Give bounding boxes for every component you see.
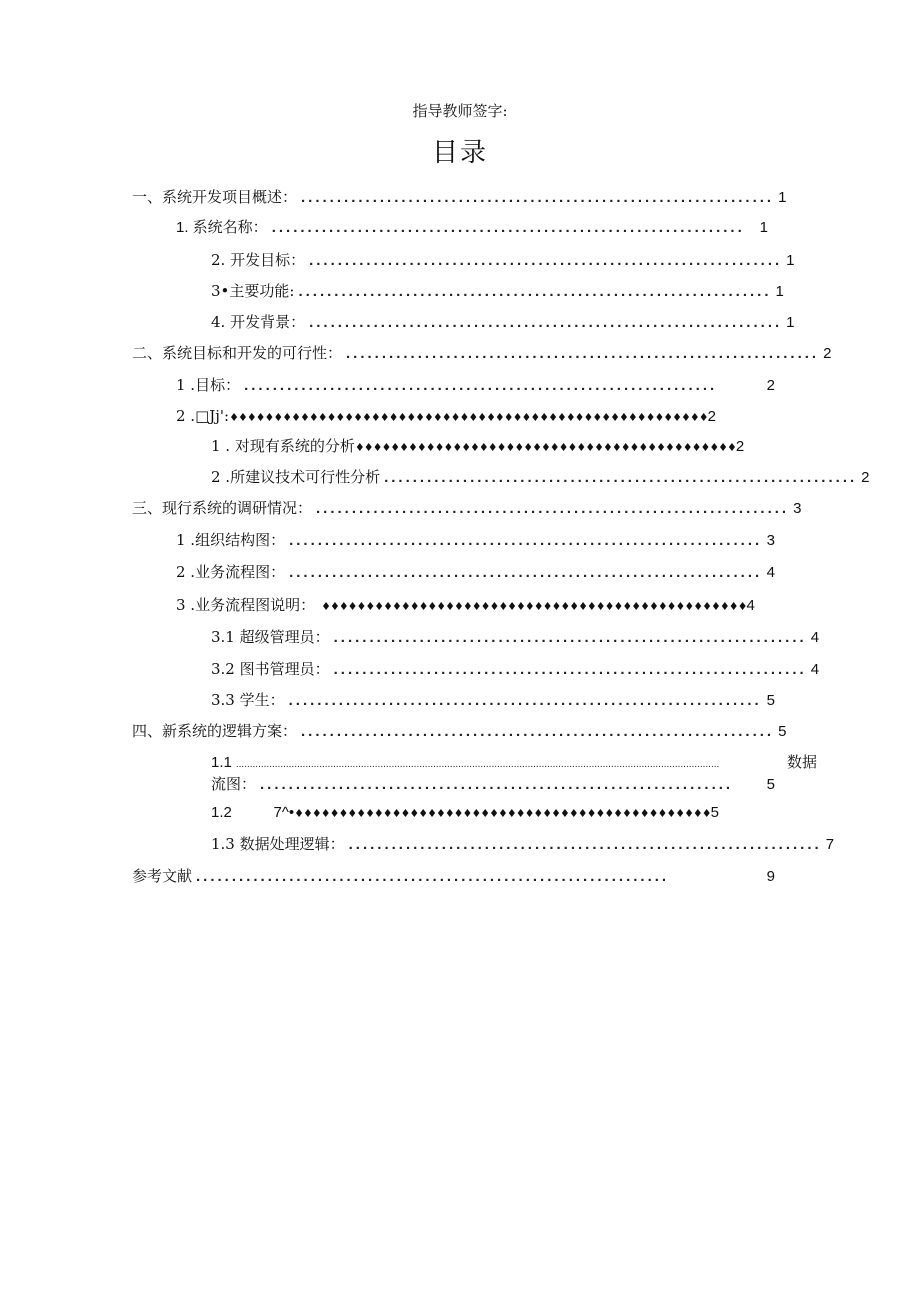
toc-page-number: 1 bbox=[786, 314, 795, 331]
dot-leader: .................................................................. bbox=[384, 469, 858, 486]
toc-entry-label: 4. 开发背景： bbox=[211, 313, 306, 331]
toc-page-number: 3 bbox=[766, 532, 775, 549]
toc-entry-label: 1.3 数据处理逻辑： bbox=[211, 835, 345, 853]
toc-entry-label: 3.2 图书管理员： bbox=[211, 660, 330, 678]
toc-page-number: 4 bbox=[810, 629, 820, 646]
dot-leader: .................................................................. bbox=[301, 189, 775, 206]
dot-leader: .................................................................. bbox=[288, 692, 762, 709]
dot-leader: .................................................................. bbox=[348, 836, 822, 853]
toc-page-number: 4 bbox=[766, 564, 775, 581]
toc-page-number: 1 bbox=[775, 283, 784, 300]
toc-entry-label: 3 .业务流程图说明： bbox=[176, 596, 316, 614]
garbled-diamond-leader: ♦♦♦♦♦♦♦♦♦♦♦♦♦♦♦♦♦♦♦♦♦♦♦♦♦♦♦♦♦♦♦♦♦♦♦♦♦♦♦♦♦♦♦♦♦♦♦♦♦♦♦♦♦♦ bbox=[229, 411, 708, 424]
toc-page-number: 2 bbox=[861, 469, 870, 486]
toc-page-number: 1 bbox=[759, 219, 768, 236]
toc-entry-label: 1 . 对现有系统的分析 bbox=[211, 437, 355, 455]
toc-entry-1-4 bbox=[211, 311, 795, 333]
dot-leader: .................................................................. bbox=[301, 723, 775, 740]
dot-leader: .................................................................. bbox=[289, 532, 763, 549]
toc-entry-label: 1 .目标： bbox=[176, 376, 241, 394]
toc-entry-label: 流图： bbox=[211, 775, 257, 793]
toc-entry-3-2 bbox=[176, 561, 775, 583]
toc-page-number: 7 bbox=[825, 836, 835, 853]
dot-leader: .................................................................. bbox=[196, 868, 670, 885]
toc-entry-1-3 bbox=[211, 280, 784, 302]
toc-entry-3-3-2 bbox=[211, 658, 820, 680]
toc-entry-label: 3.1 超级管理员： bbox=[211, 628, 330, 646]
toc-entry-2-2 bbox=[176, 405, 716, 427]
toc-page-number: 2 bbox=[707, 408, 716, 425]
toc-page-number: 1 bbox=[786, 252, 795, 269]
dot-leader: .................................................................. bbox=[289, 564, 763, 581]
garbled-diamond-leader: ♦♦♦♦♦♦♦♦♦♦♦♦♦♦♦♦♦♦♦♦♦♦♦♦♦♦♦♦♦♦♦♦♦♦♦♦♦♦♦♦♦♦♦♦♦♦♦ bbox=[294, 807, 711, 820]
toc-entry-3 bbox=[132, 497, 802, 519]
dot-leader: .................................................................. bbox=[309, 314, 783, 331]
garbled-diamond-leader: ♦♦♦♦♦♦♦♦♦♦♦♦♦♦♦♦♦♦♦♦♦♦♦♦♦♦♦♦♦♦♦♦♦♦♦♦♦♦♦♦♦♦♦♦♦♦♦♦ bbox=[321, 600, 747, 613]
toc-entry-1-1 bbox=[176, 217, 768, 239]
toc-entry-label: 3.3 学生： bbox=[211, 691, 285, 709]
garbled-diamond-leader: ♦♦♦♦♦♦♦♦♦♦♦♦♦♦♦♦♦♦♦♦♦♦♦♦♦♦♦♦♦♦♦♦♦♦♦♦♦♦♦♦♦♦♦ bbox=[354, 441, 736, 454]
toc-entry-4 bbox=[132, 720, 787, 742]
toc-entry-label: 1.2 7^• bbox=[211, 804, 295, 821]
advisor-signature-line: 指导教师签字: bbox=[412, 102, 508, 120]
toc-entry-label: 2 .□Jj': bbox=[176, 407, 230, 425]
toc-page-number: 5 bbox=[710, 804, 719, 821]
dot-leader: .................................................................. bbox=[346, 345, 820, 362]
toc-entry-4-2 bbox=[211, 802, 721, 824]
toc-entry-label: 2. 开发目标： bbox=[211, 251, 306, 269]
toc-title: 目录 bbox=[431, 138, 488, 168]
toc-entry-references bbox=[132, 865, 775, 887]
toc-page-number: 4 bbox=[810, 661, 820, 678]
toc-page-number: 3 bbox=[793, 500, 802, 517]
toc-entry-label: 三、现行系统的调研情况： bbox=[132, 499, 313, 517]
toc-entry-3-3 bbox=[176, 594, 755, 616]
dot-leader: .................................................................. bbox=[244, 377, 718, 394]
toc-entry-4-3 bbox=[211, 833, 835, 855]
toc-entry-4-1-line2 bbox=[211, 773, 775, 795]
toc-page-number: 9 bbox=[766, 868, 775, 885]
toc-entry-label: 四、新系统的逻辑方案： bbox=[132, 722, 298, 740]
toc-entry-1-2 bbox=[211, 249, 795, 271]
toc-page-number: 4 bbox=[746, 597, 755, 614]
toc-entry-label: 二、系统目标和开发的可行性： bbox=[132, 344, 343, 362]
toc-page-number: 5 bbox=[766, 776, 775, 793]
dot-leader: .................................................................. bbox=[333, 661, 807, 678]
toc-page-number: 1 bbox=[778, 189, 787, 206]
toc-entry-label: 参考文献 bbox=[132, 867, 193, 885]
toc-page-number: 2 bbox=[735, 438, 745, 455]
fine-dot-leader: .............................................................................................................................................................................. bbox=[235, 759, 720, 770]
toc-entry-label: 1. 系统名称： bbox=[176, 219, 268, 236]
toc-page-number: 2 bbox=[823, 345, 832, 362]
toc-entry-3-1 bbox=[176, 529, 775, 551]
toc-page-number: 5 bbox=[766, 692, 775, 709]
toc-entry-3-3-3 bbox=[211, 689, 775, 711]
dot-leader: .................................................................. bbox=[298, 283, 772, 300]
toc-entry-3-3-1 bbox=[211, 626, 820, 648]
dot-leader: .................................................................. bbox=[271, 219, 745, 236]
toc-entry-4-1-line1 bbox=[211, 751, 817, 773]
dot-leader: .................................................................. bbox=[309, 252, 783, 269]
toc-entry-2-2-1 bbox=[211, 435, 751, 457]
toc-entry-label: 1.1 bbox=[211, 754, 232, 771]
toc-entry-label: 1 .组织结构图： bbox=[176, 531, 286, 549]
toc-entry-label: 2 .所建议技术可行性分析 bbox=[211, 468, 381, 486]
toc-entry-label: 一、系统开发项目概述： bbox=[132, 188, 298, 206]
toc-entry-1 bbox=[132, 186, 787, 208]
toc-page-number: 2 bbox=[766, 377, 775, 394]
dot-leader: .................................................................. bbox=[260, 776, 734, 793]
toc-entry-label: 3•主要功能: bbox=[211, 282, 295, 300]
toc-entry-wrapped-text: 数据 bbox=[786, 753, 817, 771]
dot-leader: .................................................................. bbox=[316, 500, 790, 517]
toc-entry-2-2-2 bbox=[211, 466, 870, 488]
dot-leader: .................................................................. bbox=[333, 629, 807, 646]
toc-entry-label: 2 .业务流程图： bbox=[176, 563, 286, 581]
toc-entry-2-1 bbox=[176, 374, 775, 396]
toc-page-number: 5 bbox=[778, 723, 787, 740]
toc-entry-2 bbox=[132, 342, 832, 364]
